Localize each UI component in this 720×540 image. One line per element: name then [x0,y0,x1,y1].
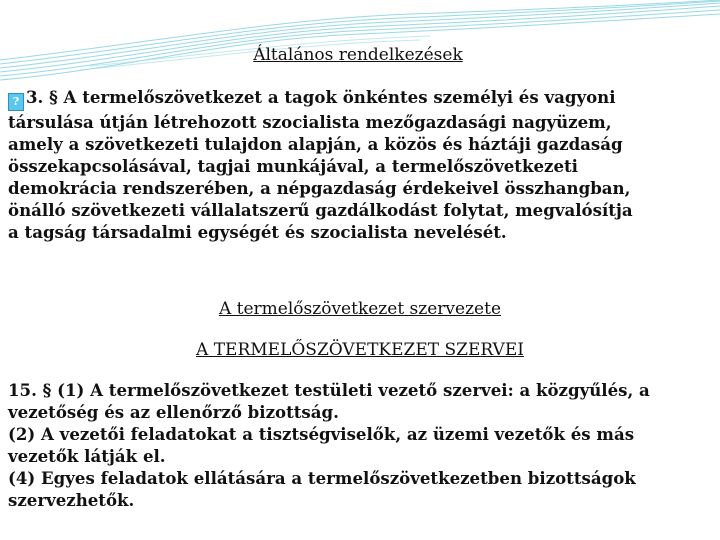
paragraph-line: ? 3. § A termelőszövetkezet a tagok önkéntes személyi és vagyoni [8,86,714,111]
paragraph-line: amely a szövetkezeti tulajdon alapján, a közös és háztáji gazdaság [8,134,623,154]
paragraph-line: vezetők látják el. [8,446,166,466]
paragraph-line: demokrácia rendszerében, a népgazdaság érdekeivel összhangban, [8,178,631,198]
paragraph-line: 15. § (1) A termelőszövetkezet testületi vezető szervei: a közgyűlés, a [8,380,650,400]
section-title-bodies: A TERMELŐSZÖVETKEZET SZERVEI [196,340,524,360]
section-title-general-provisions: Általános rendelkezések [253,45,463,65]
paragraph-line: a tagság társadalmi egységét és szocialista nevelését. [8,222,507,242]
paragraph-line: társulása útján létrehozott szocialista mezőgazdasági nagyüzem, [8,112,612,132]
paragraph-line: vezetőség és az ellenőrző bizottság. [8,402,339,422]
paragraph-line: szervezhetők. [8,490,135,510]
paragraph-line: összekapcsolásával, tagjai munkájával, a termelőszövetkezeti [8,156,578,176]
paragraph-line: önálló szövetkezeti vállalatszerű gazdálkodást folytat, megvalósítja [8,200,633,220]
paragraph-line: (4) Egyes feladatok ellátására a termelőszövetkezetben bizottságok [8,468,636,488]
paragraph-15 [8,379,714,511]
unknown-glyph-icon: ? [8,93,24,111]
paragraph-line: (2) A vezetői feladatokat a tisztségviselők, az üzemi vezetők és más [8,424,635,444]
section-title-organization: A termelőszövetkezet szervezete [218,299,502,319]
paragraph-3 [8,86,714,243]
